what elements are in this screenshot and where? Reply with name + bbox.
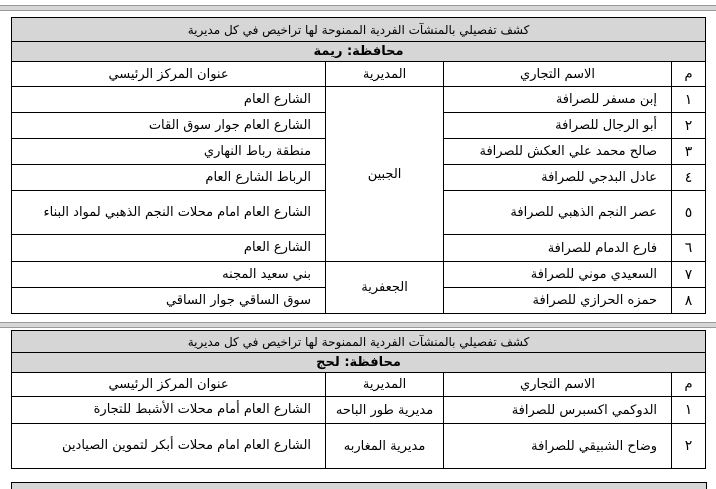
row-name: السعيدي موني للصرافة <box>444 262 672 288</box>
district-cell: الجعفرية <box>326 262 444 314</box>
row-address: الشارع العام امام محلات النجم الذهبي لمواد البناء <box>12 191 326 235</box>
row-num: ٥ <box>672 191 706 235</box>
row-address: الشارع العام <box>12 235 326 262</box>
row-name: الدوكمي اكسبرس للصرافة <box>444 397 672 424</box>
row-address: منطقة رباط النهاري <box>12 139 326 165</box>
table-row <box>12 397 706 424</box>
middle-band <box>0 322 716 328</box>
row-address: الشارع العام جوار سوق القات <box>12 113 326 139</box>
row-address: الشارع العام <box>12 87 326 113</box>
row-name: حمزه الحرازي للصرافة <box>444 288 672 314</box>
header-address: عنوان المركز الرئيسي <box>12 62 326 87</box>
row-district: مديرية المغاربه <box>326 424 444 469</box>
header-district: المديرية <box>326 62 444 87</box>
row-name: صالح محمد علي العكش للصرافة <box>444 139 672 165</box>
top-band <box>0 5 716 11</box>
row-num: ١ <box>672 397 706 424</box>
row-num: ٧ <box>672 262 706 288</box>
row-num: ٢ <box>672 424 706 469</box>
table-row <box>12 87 706 113</box>
row-name: فارع الدمام للصرافة <box>444 235 672 262</box>
row-address: بني سعيد المجنه <box>12 262 326 288</box>
header-address: عنوان المركز الرئيسي <box>12 373 326 397</box>
row-name: عصر النجم الذهبي للصرافة <box>444 191 672 235</box>
header-num: م <box>672 62 706 87</box>
header-name: الاسم التجاري <box>444 373 672 397</box>
row-district: مديرية طور الباحه <box>326 397 444 424</box>
header-district: المديرية <box>326 373 444 397</box>
table-title: كشف تفصيلي بالمنشآت الفردية الممنوحة لها تراخيص في كل مديرية <box>12 18 706 42</box>
row-num: ٣ <box>672 139 706 165</box>
district-cell: الجبين <box>326 87 444 262</box>
row-num: ٢ <box>672 113 706 139</box>
row-name: إبن مسفر للصرافة <box>444 87 672 113</box>
header-num: م <box>672 373 706 397</box>
table-row <box>12 424 706 469</box>
row-address: الرباط الشارع العام <box>12 165 326 191</box>
governorate-label: محافظة: لحج <box>12 353 706 373</box>
header-name: الاسم التجاري <box>444 62 672 87</box>
row-num: ٤ <box>672 165 706 191</box>
row-address: الشارع العام أمام محلات الأشبط للتجارة <box>12 397 326 424</box>
table-row <box>12 262 706 288</box>
row-num: ٦ <box>672 235 706 262</box>
row-num: ١ <box>672 87 706 113</box>
row-name: وضاح الشبيقي للصرافة <box>444 424 672 469</box>
row-address: الشارع العام امام محلات أبكر لتموين الصيادين <box>12 424 326 469</box>
lahj-table <box>11 330 706 469</box>
table-title: كشف تفصيلي بالمنشآت الفردية الممنوحة لها تراخيص في كل مديرية <box>12 331 706 353</box>
row-address: سوق الساقي جوار الساقي <box>12 288 326 314</box>
rayma-table <box>11 17 706 314</box>
row-num: ٨ <box>672 288 706 314</box>
row-name: أبو الرجال للصرافة <box>444 113 672 139</box>
row-name: عادل البدجي للصرافة <box>444 165 672 191</box>
governorate-label: محافظة: ريمة <box>12 42 706 62</box>
